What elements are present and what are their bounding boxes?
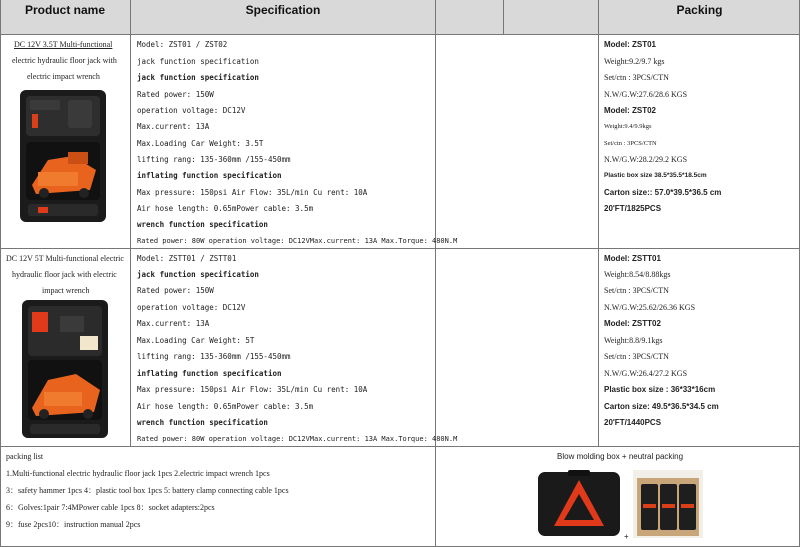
row2-spec-heading: wrench function specification xyxy=(137,418,268,427)
row1-packing-model: Model: ZST02 xyxy=(604,106,657,115)
row2-product-line: DC 12V 5T Multi-functional electric xyxy=(6,254,124,263)
row2-spec-heading: jack function specification xyxy=(137,270,259,279)
packing-note: Blow molding box + neutral packing xyxy=(557,452,684,461)
row2-packing-model: Model: ZSTT01 xyxy=(604,254,661,263)
row1-packing-line: Set/ctn : 3PCS/CTN xyxy=(604,140,657,147)
row1-spec-line: Rated power: 150W xyxy=(137,90,214,99)
plus-sign: + xyxy=(624,532,629,541)
row1-spec-line: Max.current: 13A xyxy=(137,122,210,131)
packing-list-line: 9：fuse 2pcs10：instruction manual 2pcs xyxy=(6,520,141,529)
row2-packing-line: Set/ctn : 3PCS/CTN xyxy=(604,352,669,361)
row2-packing-line: 20'FT/1440PCS xyxy=(604,418,662,427)
grid-line xyxy=(435,0,436,547)
neutral-packing-image xyxy=(633,470,703,538)
grid-line xyxy=(0,0,1,547)
row1-spec-heading: jack function specification xyxy=(137,73,259,82)
grid-line xyxy=(0,34,800,35)
row2-spec-model: Model: ZSTT01 / ZSTT01 xyxy=(137,254,237,263)
row1-spec-line: jack function specification xyxy=(137,57,259,66)
row2-product-line: impact wrench xyxy=(42,286,90,295)
row1-spec-heading: wrench function specification xyxy=(137,220,268,229)
row2-spec-line: lifting rang: 135-360mm /155-450mm xyxy=(137,352,291,361)
blow-molding-box-image xyxy=(538,470,620,538)
row2-spec-line: operation voltage: DC12V xyxy=(137,303,246,312)
row1-packing-line: Carton size:: 57.0*39.5*36.5 cm xyxy=(604,188,722,197)
header-blank-1 xyxy=(436,0,503,34)
packing-list-line: 1.Multi-functional electric hydraulic floor jack 1pcs 2.electric impact wrench 1pcs xyxy=(6,469,270,478)
row2-packing-line: Carton size: 49.5*36.5*34.5 cm xyxy=(604,402,719,411)
row2-product-image xyxy=(20,300,110,440)
row2-packing-line: N.W/G.W:26.4/27.2 KGS xyxy=(604,369,688,378)
row1-packing-line: Plastic box size 38.5*35.5*18.5cm xyxy=(604,172,707,179)
row1-spec-line: operation voltage: DC12V xyxy=(137,106,246,115)
grid-line xyxy=(130,0,131,446)
row2-spec-line: Max.current: 13A xyxy=(137,319,210,328)
grid-line xyxy=(0,248,800,249)
row1-spec-line: Rated power: 80W operation voltage: DC12VMax.current: 13A Max.Torque: 480N.M xyxy=(137,237,458,245)
row1-packing-line: Weight:9.4/9.9kgs xyxy=(604,123,652,130)
row2-spec-line: Rated power: 80W operation voltage: DC12VMax.current: 13A Max.Torque: 480N.M xyxy=(137,435,458,443)
grid-line xyxy=(503,0,504,34)
row2-spec-line: Max pressure: 150psi Air Flow: 35L/min Cu rent: 10A xyxy=(137,385,368,394)
row2-packing-model: Model: ZSTT02 xyxy=(604,319,661,328)
row1-spec-line: Max pressure: 150psi Air Flow: 35L/min Cu rent: 10A xyxy=(137,188,368,197)
row1-packing-model: Model: ZST01 xyxy=(604,40,657,49)
row2-spec-line: Air hose length: 0.65mPower cable: 3.5m xyxy=(137,402,314,411)
row1-packing-line: 20'FT/1825PCS xyxy=(604,204,662,213)
header-specification: Specification xyxy=(131,0,435,34)
row2-product-line: hydraulic floor jack with electric xyxy=(12,270,117,279)
packing-list-line: 6：Golves:1pair 7:4MPower cable 1pcs 8：socket adapters:2pcs xyxy=(6,503,215,512)
row2-packing-line: Weight:8.8/9.1kgs xyxy=(604,336,663,345)
row2-packing-line: Set/ctn : 3PCS/CTN xyxy=(604,286,669,295)
row2-spec-heading: inflating function specification xyxy=(137,369,282,378)
row2-spec-line: Max.Loading Car Weight: 5T xyxy=(137,336,255,345)
row1-packing-line: N.W/G.W:28.2/29.2 KGS xyxy=(604,155,688,164)
row2-packing-line: Weight:8.54/8.88kgs xyxy=(604,270,671,279)
jack-kit-illustration xyxy=(18,90,108,225)
row1-product-line: DC 12V 3.5T Multi-functional xyxy=(14,40,113,49)
packing-list-title: packing list xyxy=(6,452,44,461)
row2-spec-line: Rated power: 150W xyxy=(137,286,214,295)
row1-packing-line: N.W/G.W:27.6/28.6 KGS xyxy=(604,90,688,99)
carton-with-cases xyxy=(633,470,703,538)
row1-product-image xyxy=(18,90,108,225)
header-packing: Packing xyxy=(599,0,800,34)
row1-spec-heading: inflating function specification xyxy=(137,171,282,180)
row2-packing-line: N.W/G.W:25.62/26.36 KGS xyxy=(604,303,696,312)
header-product-name: Product name xyxy=(0,0,130,34)
row1-spec-line: Max.Loading Car Weight: 3.5T xyxy=(137,139,264,148)
packing-list-line: 3：safety hammer 1pcs 4：plastic tool box 1pcs 5: battery clamp connecting cable 1pcs xyxy=(6,486,289,495)
row1-product-line: electric hydraulic floor jack with xyxy=(12,56,117,65)
row1-packing-line: Weight:9.2/9.7 kgs xyxy=(604,57,665,66)
row1-spec-line: lifting rang: 135-360mm /155-450mm xyxy=(137,155,291,164)
warning-triangle-case xyxy=(538,470,620,538)
row1-product-line: electric impact wrench xyxy=(27,72,100,81)
grid-line xyxy=(0,446,800,447)
row1-spec-model: Model: ZST01 / ZST02 xyxy=(137,40,228,49)
row2-packing-line: Plastic box size : 36*33*16cm xyxy=(604,385,716,394)
jack-kit-illustration xyxy=(20,300,110,440)
grid-line xyxy=(598,0,599,446)
row1-packing-line: Set/ctn : 3PCS/CTN xyxy=(604,73,669,82)
row1-spec-line: Air hose length: 0.65mPower cable: 3.5m xyxy=(137,204,314,213)
header-blank-2 xyxy=(504,0,598,34)
